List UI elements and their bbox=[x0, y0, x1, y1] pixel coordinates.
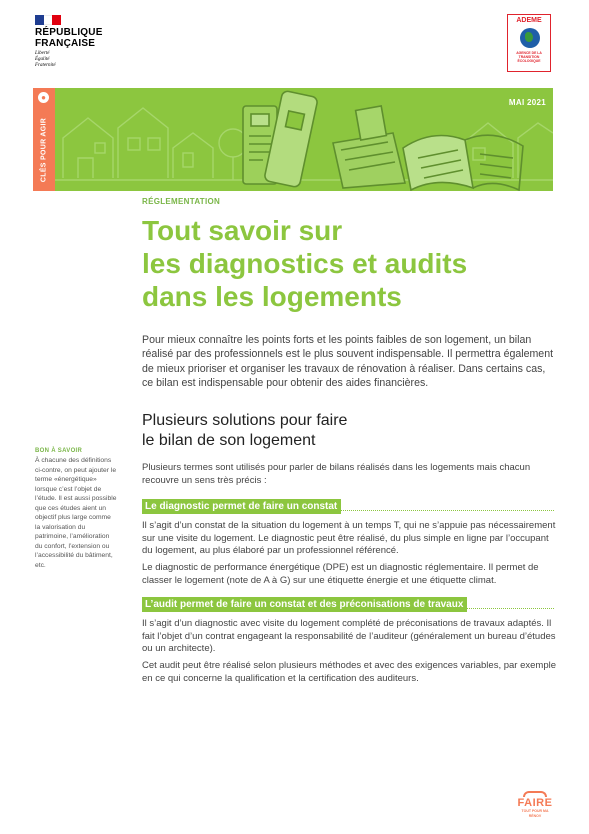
republic-motto: Liberté Égalité Fraternité bbox=[35, 51, 56, 68]
title-line: dans les logements bbox=[142, 281, 402, 312]
page-title bbox=[142, 214, 542, 313]
diagnostic-heading: Le diagnostic permet de faire un constat bbox=[142, 499, 341, 514]
banner-illustration bbox=[33, 88, 553, 191]
category-kicker: RÉGLEMENTATION bbox=[142, 197, 221, 206]
ademe-name: ADEME bbox=[516, 17, 542, 24]
audit-paragraph-1: Il s’agit d’un diagnostic avec visite du logement complété de préconisations de travaux adaptés. Il fait l’objet d’un contrat engageant la responsabilité de l’auditeur (généralement un bureau d’études ou un architecte). bbox=[142, 618, 556, 655]
side-label: CLÉS POUR AGIR bbox=[40, 117, 48, 183]
audit-paragraph-2: Cet audit peut être réalisé selon plusieurs méthodes et avec des exigences variables, par exemple en ce qui concerne la qualification et la certification des auditeurs. bbox=[142, 660, 557, 684]
ademe-logo bbox=[507, 14, 551, 72]
key-icon: ● bbox=[38, 92, 49, 103]
faire-name: FAIRE bbox=[517, 797, 553, 809]
ademe-subtitle: AGENCE DE LA TRANSITION ÉCOLOGIQUE bbox=[516, 51, 542, 63]
faire-tagline: TOUT POUR MA RÉNOV bbox=[521, 809, 549, 818]
faire-logo bbox=[515, 791, 555, 819]
intro-paragraph: Pour mieux connaître les points forts et les points faibles de son logement, un bilan réalisé par des professionnels est le plus souvent indispensable. Il permettra également de mieux prioriser et organiser les travaux de rénovation à réaliser. Dans certains cas, ce bilan est indispensable pour obtenir des aides financières. bbox=[142, 334, 554, 390]
section-title: Plusieurs solutions pour faire le bilan de son logement bbox=[142, 412, 348, 449]
title-line: les diagnostics et audits bbox=[142, 248, 468, 279]
note-title: BON À SAVOIR bbox=[35, 448, 83, 454]
documents-illustration bbox=[33, 88, 553, 191]
title-line: Tout savoir sur bbox=[142, 215, 343, 246]
globe-icon bbox=[520, 28, 540, 48]
french-flag bbox=[35, 15, 61, 25]
section-intro: Plusieurs termes sont utilisés pour parler de bilans réalisés dans les logements mais chacun recouvre un sens très précis : bbox=[142, 462, 531, 486]
note-text: À chacune des définitions ci-contre, on peut ajouter le terme «énergétique» lorsque c’est l’objet de l’étude. Il est aussi possible que ces études aient un objectif plus large comme la valorisation du patrimoine, l’amélioration du confort, l’extension ou l’accessibilité du bâtiment, etc. bbox=[35, 457, 117, 569]
diagnostic-paragraph-1: Il s’agit d’un constat de la situation du logement à un temps T, qui ne s’appuie pas nécessairement sur une visite du logement. Le diagnostic peut être réalisé, du plus simple en ligne par l’occupant du logement, au plus élaboré par un professionnel référencé. bbox=[142, 520, 556, 557]
publication-date: MAI 2021 bbox=[508, 98, 546, 107]
audit-heading: L’audit permet de faire un constat et des préconisations de travaux bbox=[142, 597, 467, 612]
diagnostic-paragraph-2: Le diagnostic de performance énergétique (DPE) est un diagnostic réglementaire. Il permet de classer le logement (note de A à G) sur une étiquette énergie et une étiquette climat. bbox=[142, 562, 539, 586]
republic-name: RÉPUBLIQUE FRANÇAISE bbox=[35, 27, 103, 49]
